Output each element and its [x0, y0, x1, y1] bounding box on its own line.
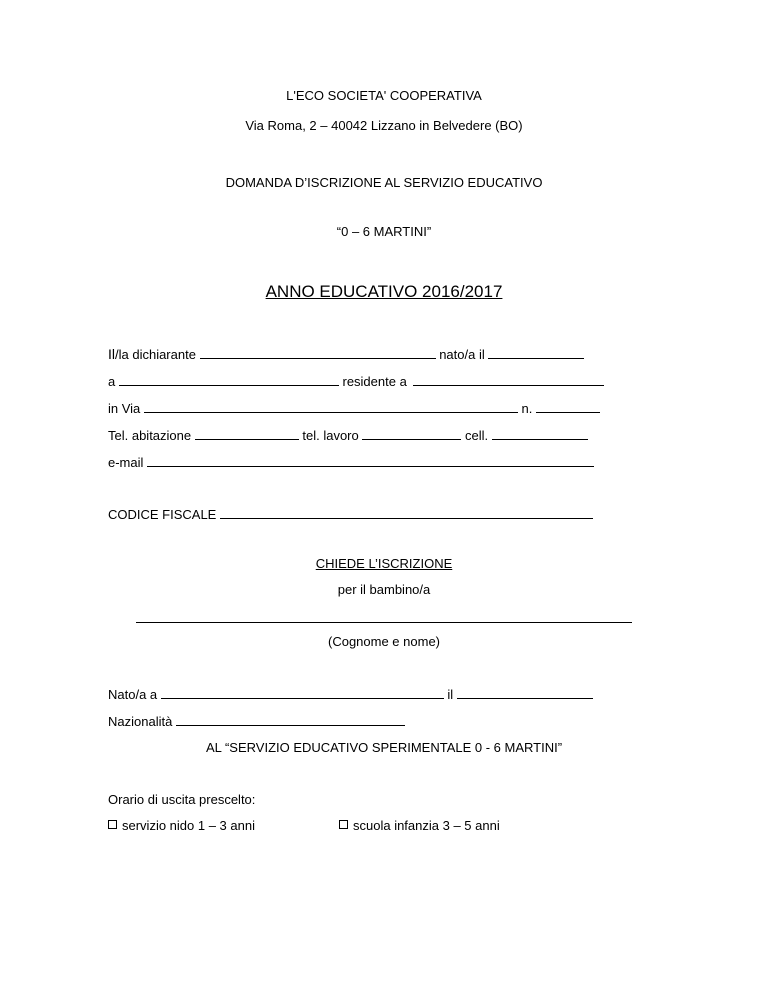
label-codice-fiscale: CODICE FISCALE — [108, 507, 217, 522]
org-name: L'ECO SOCIETA' COOPERATIVA — [286, 88, 482, 103]
orario-label: Orario di uscita prescelto: — [108, 792, 256, 807]
codice-fiscale-row — [108, 506, 593, 523]
label-email: e-mail — [108, 455, 144, 470]
nato-il-field[interactable] — [488, 346, 584, 359]
cognome-nome-field[interactable] — [136, 622, 632, 623]
email-field[interactable] — [147, 454, 594, 467]
child-nationality-row — [108, 713, 405, 730]
declarant-row-3 — [108, 400, 600, 417]
label-nazionalita: Nazionalità — [108, 714, 173, 729]
codice-fiscale-field[interactable] — [220, 506, 593, 519]
label-nato-il: nato/a il — [439, 347, 485, 362]
dichiarante-field[interactable] — [200, 346, 436, 359]
al-servizio-heading: AL “SERVIZIO EDUCATIVO SPERIMENTALE 0 - 6 MARTINI” — [205, 740, 563, 755]
label-il: Il — [108, 346, 115, 362]
option-nido-label: servizio nido 1 – 3 anni — [122, 818, 255, 833]
via-field[interactable] — [144, 400, 518, 413]
declarant-row-4 — [108, 427, 588, 444]
checkbox-infanzia[interactable] — [339, 820, 348, 829]
label-residente: residente a — [342, 374, 407, 389]
luogo-nascita-field[interactable] — [119, 373, 339, 386]
child-data-nascita-field[interactable] — [457, 686, 593, 699]
option-infanzia-label: scuola infanzia 3 – 5 anni — [353, 818, 500, 833]
label-child-il: il — [447, 687, 454, 702]
tel-lavoro-field[interactable] — [362, 427, 461, 440]
label-via: in Via — [108, 401, 141, 416]
civico-field[interactable] — [536, 400, 600, 413]
declarant-row-5 — [108, 454, 594, 471]
checkbox-nido[interactable] — [108, 820, 117, 829]
option-nido[interactable] — [108, 818, 255, 834]
option-infanzia[interactable] — [339, 818, 500, 834]
cell-field[interactable] — [492, 427, 588, 440]
label-tel-abitazione: Tel. abitazione — [108, 428, 192, 443]
label-dichiarante: /la dichiarante — [115, 347, 196, 362]
label-cell: cell. — [465, 428, 489, 443]
tel-abitazione-field[interactable] — [195, 427, 299, 440]
label-tel-lavoro: tel. lavoro — [302, 428, 359, 443]
label-n: n. — [521, 401, 533, 416]
child-birth-row — [108, 686, 593, 703]
label-nato-a: Nato/a a — [108, 687, 158, 702]
residente-field[interactable] — [413, 373, 604, 386]
cognome-nome-caption: (Cognome e nome) — [328, 634, 440, 649]
child-luogo-nascita-field[interactable] — [161, 686, 444, 699]
org-address: Via Roma, 2 – 40042 Lizzano in Belvedere (BO) — [245, 118, 523, 133]
nazionalita-field[interactable] — [176, 713, 405, 726]
per-il-bambino: per il bambino/a — [337, 582, 431, 597]
declarant-row-2 — [108, 373, 604, 390]
service-name: “0 – 6 MARTINI” — [336, 224, 432, 239]
request-title: DOMANDA D’ISCRIZIONE AL SERVIZIO EDUCATIVO — [225, 175, 543, 190]
label-a: a — [108, 374, 116, 389]
chiede-iscrizione-heading: CHIEDE L’ISCRIZIONE — [315, 556, 453, 571]
declarant-row-1 — [108, 346, 584, 363]
school-year-title: ANNO EDUCATIVO 2016/2017 — [265, 282, 503, 301]
